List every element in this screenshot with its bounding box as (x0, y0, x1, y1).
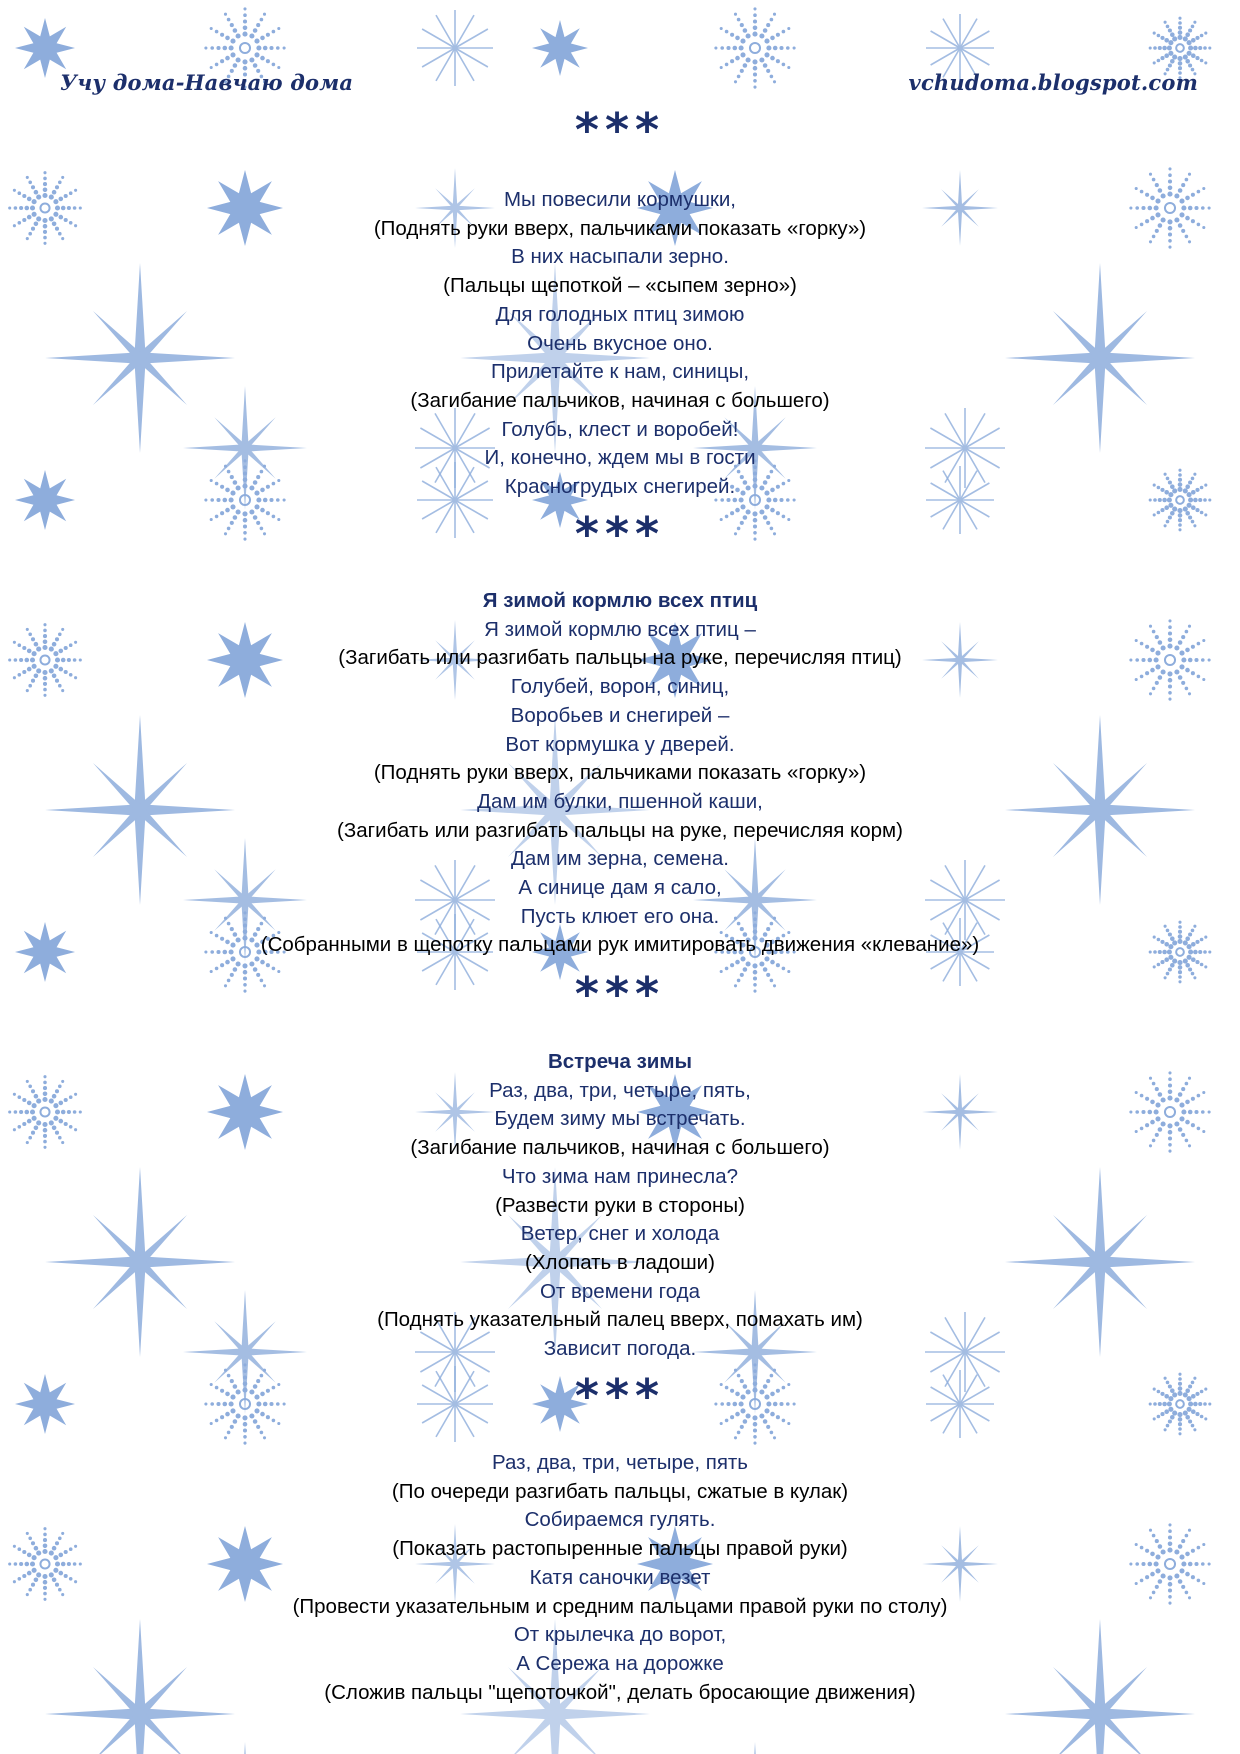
poem-line: И, конечно, ждем мы в гости (484, 446, 756, 470)
poem-line: Красногрудых снегирей. (504, 475, 736, 499)
snowflake-line-icon (417, 10, 493, 86)
poem-instruction: (Поднять руки вверх, пальчиками показать «горку») (373, 216, 867, 240)
poem-instruction: (Загибание пальчиков, начиная с большего) (410, 388, 830, 412)
poem-instruction: (Провести указательным и средним пальцами правой руки по столу) (292, 1594, 948, 1618)
poem-line: Вот кормушка у дверей. (505, 732, 735, 756)
poem-title: Встреча зимы (547, 1050, 693, 1073)
poem-line: Катя саночки везет (529, 1565, 711, 1589)
snowflake-burst-icon (15, 18, 75, 78)
snowflake-burst-icon (532, 20, 588, 76)
separator-stars: *** (574, 507, 666, 561)
poem-instruction: (Собранными в щепотку пальцами рук имитировать движения «клевание») (260, 933, 980, 957)
poem-line: Пусть клюет его она. (520, 904, 720, 928)
poem-line: Что зима нам принесла? (501, 1164, 739, 1188)
poem-instruction: (Поднять указательный палец вверх, помахать им) (377, 1308, 863, 1332)
poem-line: Раз, два, три, четыре, пять, (489, 1078, 751, 1102)
snowflake-sparkle-icon (693, 1742, 817, 1754)
poem-instruction: (Загибать или разгибать пальцы на руке, перечисляя корм) (337, 818, 903, 842)
poem-line: Прилетайте к нам, синицы, (490, 360, 750, 384)
poem-4 (0, 1449, 1240, 1707)
snowflake-dotted-icon (714, 7, 795, 88)
poem-line: Я зимой кормлю всех птиц – (484, 617, 756, 641)
poem-line: Воробьев и снегирей – (510, 703, 730, 727)
poem-3 (0, 1048, 1240, 1364)
poem-line: От крылечка до ворот, (513, 1623, 727, 1647)
poem-line: Дам им зерна, семена. (511, 847, 729, 871)
separator-stars: *** (574, 1369, 666, 1423)
header-site-url: vchudoma.blogspot.com (908, 70, 1198, 95)
poem-instruction: (Пальцы щепоткой – «сыпем зерно») (443, 274, 797, 298)
poem-instruction: (Показать растопыренные пальцы правой руки) (392, 1537, 848, 1561)
poem-line: А синице дам я сало, (518, 876, 722, 900)
poem-instruction: (Поднять руки вверх, пальчиками показать «горку») (373, 761, 867, 785)
poem-1 (0, 186, 1240, 502)
poem-line: От времени года (539, 1279, 701, 1303)
poem-line: Для голодных птиц зимою (495, 302, 745, 326)
poem-line: Собираемся гулять. (524, 1508, 716, 1532)
separator-stars: *** (574, 967, 666, 1021)
poem-title: Я зимой кормлю всех птиц (482, 589, 758, 612)
poem-line: Раз, два, три, четыре, пять (492, 1451, 748, 1474)
poem-line: Будем зиму мы встречать. (494, 1107, 746, 1131)
header-site-title: Учу дома-Навчаю дома (60, 70, 354, 95)
poem-line: Ветер, снег и холода (520, 1222, 720, 1246)
poem-instruction: (Загибать или разгибать пальцы на руке, перечисляя птиц) (338, 646, 902, 670)
poem-line: А Сережа на дорожке (516, 1651, 724, 1675)
poem-instruction: (Загибание пальчиков, начиная с большего) (410, 1136, 830, 1160)
poem-line: Голубей, ворон, синиц, (510, 675, 730, 699)
poem-instruction: (Хлопать в ладоши) (525, 1250, 715, 1274)
poem-line: Голубь, клест и воробей! (501, 417, 739, 441)
poem-line: Мы повесили кормушки, (503, 188, 737, 211)
poem-2 (0, 587, 1240, 960)
poem-instruction: (Сложив пальцы "щепоточкой", делать бросающие движения) (324, 1680, 916, 1704)
poem-line: В них насыпали зерно. (511, 245, 729, 269)
snowflake-sparkle-icon (183, 1742, 307, 1754)
poem-line: Дам им булки, пшенной каши, (477, 789, 763, 813)
poem-instruction: (Развести руки в стороны) (495, 1193, 745, 1217)
poem-instruction: (По очереди разгибать пальцы, сжатые в кулак) (391, 1479, 849, 1503)
separator-stars: *** (574, 103, 666, 157)
poem-line: Очень вкусное оно. (527, 331, 713, 355)
poem-line: Зависит погода. (543, 1337, 697, 1361)
